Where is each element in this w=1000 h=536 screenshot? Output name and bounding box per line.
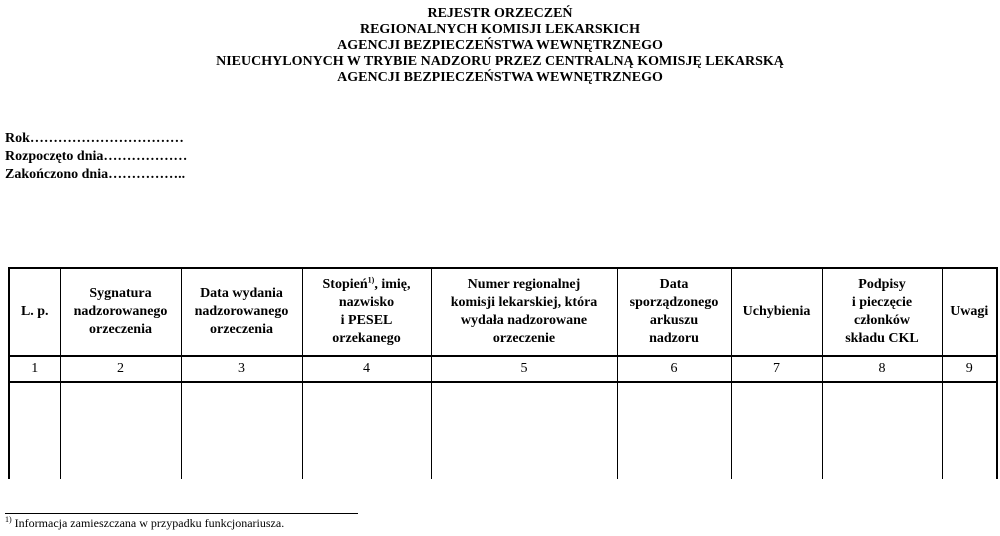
table-cell [302,382,431,479]
table-cell [431,382,617,479]
col-header-issue-date-line: orzeczenia [210,322,273,337]
footnote-marker: 1) [5,515,12,524]
title-line-2: REGIONALNYCH KOMISJI LEKARSKICH [359,22,641,37]
table-cell [181,382,302,479]
col-header-signatures-line: składu CKL [845,331,919,346]
footnote [5,516,284,530]
col-header-signature [60,268,181,356]
col-header-sheet-date-line: sporządzonego [629,295,719,310]
col-header-sheet-date-line: arkuszu [649,313,699,328]
table-cell [731,382,822,479]
table-cell [617,382,731,479]
footnote-ref: 1) [367,275,375,285]
col-header-person-line: i PESEL [340,313,393,328]
col-header-lp-line: L. p. [20,304,49,319]
footnote-text: Informacja zamieszczana w przypadku funkcjonariusza. [11,516,285,530]
column-number: 7 [731,356,822,382]
col-header-sheet-date-line: nadzoru [649,331,699,346]
footnote-divider [5,513,358,514]
col-header-remarks [942,268,997,356]
col-header-signature-line: orzeczenia [89,322,152,337]
column-number: 3 [181,356,302,382]
col-header-commission-line: komisji lekarskiej, która [450,295,598,310]
title-line-3: AGENCJI BEZPIECZEŃSTWA WEWNĘTRZNEGO [337,38,663,53]
col-header-commission-line: wydała nadzorowane [460,313,588,328]
table-row [9,382,997,479]
table-cell [9,382,60,479]
col-header-commission [431,268,617,356]
col-header-commission-line: orzeczenie [492,331,556,346]
meta-year: Rok…………………………… [5,131,184,146]
col-header-signatures [822,268,942,356]
col-header-person-line: nazwisko [338,295,395,310]
col-header-sheet-date [617,268,731,356]
col-header-signatures-line: i pieczęcie [851,295,913,310]
table-cell [822,382,942,479]
col-header-signatures-line: członków [854,313,910,328]
col-header-remarks-line: Uwagi [950,304,989,319]
column-number: 8 [822,356,942,382]
column-number: 1 [9,356,60,382]
title-line-4: NIEUCHYLONYCH W TRYBIE NADZORU PRZEZ CENTRALNĄ KOMISJĘ LEKARSKĄ [216,54,784,69]
register-meta [5,130,187,184]
meta-start-date: Rozpoczęto dnia……………… [5,149,188,164]
column-number: 6 [617,356,731,382]
col-header-person-line: , imię, [374,277,411,292]
register-title [0,6,1000,86]
title-line-5: AGENCJI BEZPIECZEŃSTWA WEWNĘTRZNEGO [337,70,663,85]
column-number: 4 [302,356,431,382]
col-header-deficiencies-line: Uchybienia [742,304,811,319]
column-number: 2 [60,356,181,382]
col-header-person-line: orzekanego [332,331,401,346]
table-cell [942,382,997,479]
table-cell [60,382,181,479]
col-header-sheet-date-line: Data [659,277,689,292]
col-header-deficiencies [731,268,822,356]
col-header-issue-date-line: Data wydania [200,286,283,301]
col-header-person [302,268,431,356]
register-table [8,267,998,479]
col-header-signature-line: nadzorowanego [73,304,168,319]
meta-end-date: Zakończono dnia…………….. [5,167,186,182]
column-number: 9 [942,356,997,382]
col-header-signature-line: Sygnatura [89,286,152,301]
col-header-signatures-line: Podpisy [858,277,906,292]
col-header-commission-line: Numer regionalnej [467,277,581,292]
title-line-1: REJESTR ORZECZEŃ [427,6,573,21]
column-numbers-row [9,356,997,382]
column-number: 5 [431,356,617,382]
col-header-issue-date-line: nadzorowanego [194,304,289,319]
col-header-issue-date [181,268,302,356]
col-header-person-line: Stopień [322,277,368,292]
col-header-lp [9,268,60,356]
